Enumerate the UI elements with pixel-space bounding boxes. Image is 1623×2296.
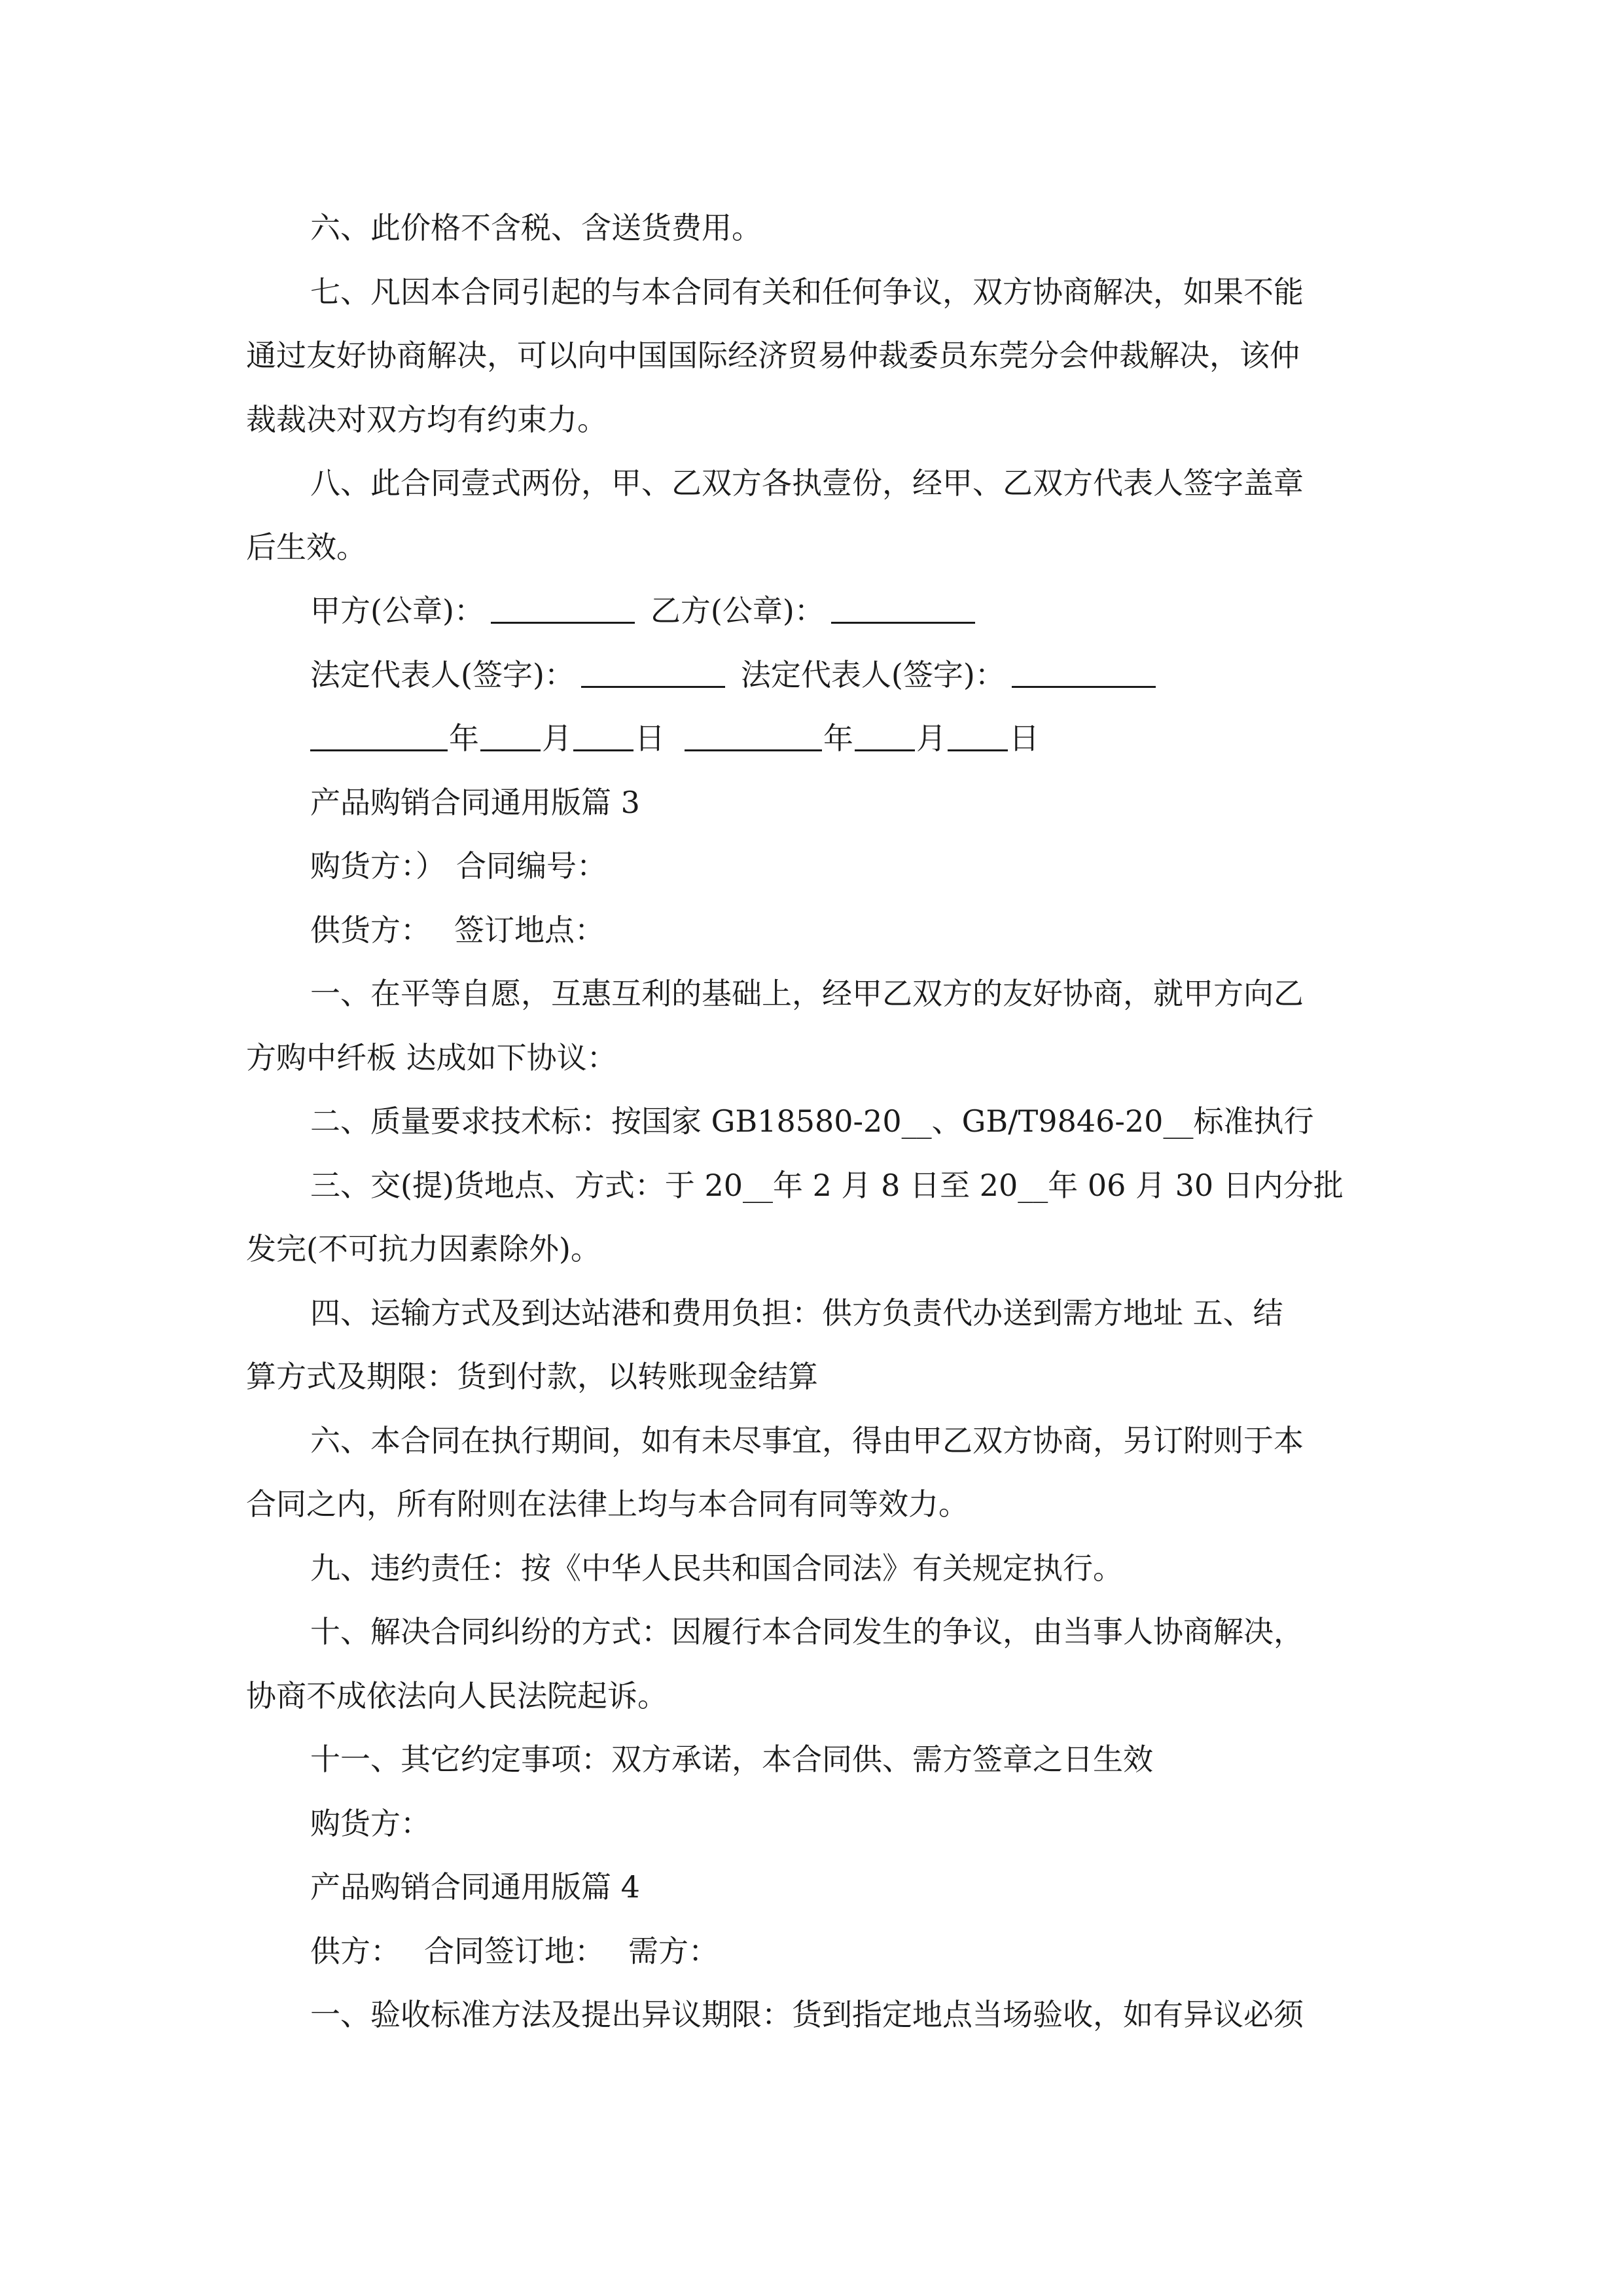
- paragraph-line: 十一、其它约定事项：双方承诺，本合同供、需方签章之日生效: [310, 1742, 1153, 1777]
- party-b-seal-label: 乙方(公章)：: [650, 593, 825, 628]
- party-b-seal-blank: [831, 592, 975, 624]
- day-label: 日: [635, 721, 665, 756]
- year-label: 年: [823, 721, 853, 756]
- section-3-buyer-line: [246, 834, 1385, 899]
- paragraph-line: 六、本合同在执行期间，如有未尽事宜，得由甲乙双方协商，另订附则于本: [310, 1422, 1304, 1458]
- paragraph-line: 方购中纤板 达成如下协议：: [246, 1039, 617, 1075]
- party-b-rep-blank: [1012, 656, 1156, 688]
- date-line: [246, 707, 1385, 771]
- month-label: 月: [542, 721, 572, 756]
- party-a-rep-label: 法定代表人(签字)：: [310, 656, 575, 692]
- party-a-day-blank: [573, 719, 633, 751]
- paragraph-line: 购货方：: [310, 1805, 431, 1841]
- paragraph-line: 合同之内，所有附则在法律上均与本合同有同等效力。: [246, 1486, 969, 1522]
- paragraph-line: 二、质量要求技术标：按国家 GB18580-20__、GB/T9846-20__标准执行: [310, 1103, 1314, 1139]
- representative-line: [246, 643, 1385, 708]
- party-b-day-blank: [948, 719, 1008, 751]
- paragraph-line: 三、交(提)货地点、方式：于 20__年 2 月 8 日至 20__年 06 月 30 日内分批: [310, 1167, 1344, 1203]
- paragraph-line: 通过友好协商解决，可以向中国国际经济贸易仲裁委员东莞分会仲裁解决，该仲: [246, 338, 1300, 373]
- paragraph-line: 协商不成依法向人民法院起诉。: [246, 1677, 668, 1713]
- paragraph-line: 后生效。: [246, 529, 366, 565]
- party-a-seal-label: 甲方(公章)：: [310, 593, 484, 628]
- document-body: [246, 196, 1385, 2047]
- party-a-month-blank: [480, 719, 541, 751]
- sign-place-label: 签订地点：: [454, 912, 605, 948]
- paragraph-line: 一、在平等自愿，互惠互利的基础上，经甲乙双方的友好协商，就甲方向乙: [310, 976, 1304, 1011]
- supplier-label: 供方：: [310, 1933, 401, 1969]
- section-3-supplier-line: [246, 899, 1385, 963]
- buyer-label: 购货方：）: [310, 848, 446, 884]
- contract-number-label: 合同编号：: [456, 848, 607, 884]
- party-b-rep-label: 法定代表人(签字)：: [740, 656, 1005, 692]
- paragraph-line: 七、凡因本合同引起的与本合同有关和任何争议，双方协商解决，如果不能: [310, 274, 1304, 310]
- paragraph-line: 裁裁决对双方均有约束力。: [246, 401, 607, 437]
- paragraph-line: 六、此价格不含税、含送货费用。: [310, 210, 762, 245]
- party-a-year-blank: [310, 719, 448, 751]
- day-label: 日: [1009, 721, 1039, 756]
- party-a-seal-blank: [491, 592, 635, 624]
- section-4-title: 产品购销合同通用版篇 4: [310, 1869, 640, 1905]
- paragraph-line: 九、违约责任：按《中华人民共和国合同法》有关规定执行。: [310, 1550, 1123, 1586]
- month-label: 月: [916, 721, 946, 756]
- party-b-year-blank: [685, 719, 822, 751]
- paragraph-line: 八、此合同壹式两份，甲、乙双方各执壹份，经甲、乙双方代表人签字盖章: [310, 465, 1304, 501]
- paragraph-line: 算方式及期限：货到付款，以转账现金结算: [246, 1359, 818, 1394]
- paragraph-line: 一、验收标准方法及提出异议期限：货到指定地点当场验收，如有异议必须: [310, 1997, 1304, 2032]
- paragraph-line: 四、运输方式及到达站港和费用负担：供方负责代办送到需方地址 五、结: [310, 1295, 1283, 1331]
- paragraph-line: 发完(不可抗力因素除外)。: [246, 1231, 601, 1266]
- supplier-label: 供货方：: [310, 912, 431, 948]
- party-b-month-blank: [855, 719, 915, 751]
- seal-line: [246, 579, 1385, 643]
- section-4-parties-line: [246, 1920, 1385, 1984]
- sign-place-label: 合同签订地：: [424, 1933, 605, 1969]
- year-label: 年: [449, 721, 479, 756]
- section-3-title: 产品购销合同通用版篇 3: [310, 784, 640, 820]
- party-a-rep-blank: [581, 656, 725, 688]
- demander-label: 需方：: [628, 1933, 719, 1969]
- paragraph-line: 十、解决合同纠纷的方式：因履行本合同发生的争议，由当事人协商解决，: [310, 1614, 1304, 1649]
